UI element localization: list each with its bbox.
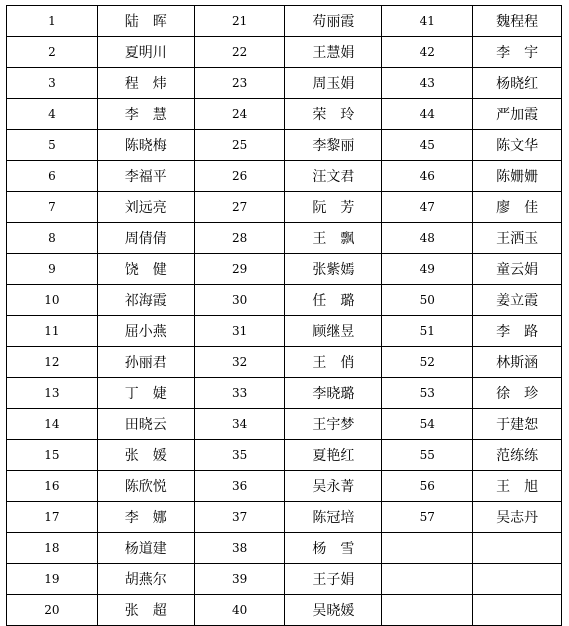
seat-number-cell: 11 (7, 316, 98, 347)
seat-number-cell: 34 (194, 409, 285, 440)
table-row (7, 192, 562, 223)
student-name-cell: 荣玲 (285, 99, 382, 130)
student-name-cell: 饶健 (97, 254, 194, 285)
student-name-cell: 屈小燕 (97, 316, 194, 347)
seat-number-cell: 20 (7, 595, 98, 626)
student-name-cell: 吴志丹 (473, 502, 562, 533)
seat-number-cell: 7 (7, 192, 98, 223)
student-name-cell: 孙丽君 (97, 347, 194, 378)
seat-number-cell: 51 (382, 316, 473, 347)
seat-number-cell: 30 (194, 285, 285, 316)
seat-number-cell: 37 (194, 502, 285, 533)
student-name-cell: 徐珍 (473, 378, 562, 409)
student-name-cell: 林斯涵 (473, 347, 562, 378)
seat-number-cell (382, 595, 473, 626)
student-name-cell: 王飘 (285, 223, 382, 254)
student-name-cell: 李慧 (97, 99, 194, 130)
seat-number-cell: 31 (194, 316, 285, 347)
student-name-cell: 陈冠培 (285, 502, 382, 533)
student-name-cell: 张超 (97, 595, 194, 626)
seat-number-cell: 56 (382, 471, 473, 502)
seat-number-cell: 43 (382, 68, 473, 99)
table-row (7, 347, 562, 378)
student-name-cell: 李娜 (97, 502, 194, 533)
student-name-cell: 王子娟 (285, 564, 382, 595)
table-row (7, 285, 562, 316)
roster-sheet (6, 5, 562, 619)
seat-number-cell: 44 (382, 99, 473, 130)
seat-number-cell: 46 (382, 161, 473, 192)
student-name-cell: 吴晓媛 (285, 595, 382, 626)
student-name-cell: 李黎丽 (285, 130, 382, 161)
seat-number-cell (382, 564, 473, 595)
student-name-cell (473, 595, 562, 626)
table-row (7, 130, 562, 161)
seat-number-cell: 10 (7, 285, 98, 316)
student-name-cell: 丁婕 (97, 378, 194, 409)
student-name-cell: 顾继昱 (285, 316, 382, 347)
seat-number-cell: 53 (382, 378, 473, 409)
table-row (7, 533, 562, 564)
seat-number-cell: 8 (7, 223, 98, 254)
seat-number-cell: 14 (7, 409, 98, 440)
seat-number-cell: 45 (382, 130, 473, 161)
student-name-cell: 魏程程 (473, 6, 562, 37)
student-name-cell: 王宇梦 (285, 409, 382, 440)
student-name-cell: 王旭 (473, 471, 562, 502)
student-name-cell: 王洒玉 (473, 223, 562, 254)
student-name-cell: 杨晓红 (473, 68, 562, 99)
seat-number-cell: 28 (194, 223, 285, 254)
table-row (7, 316, 562, 347)
table-row (7, 68, 562, 99)
table-row (7, 99, 562, 130)
student-name-cell: 吴永菁 (285, 471, 382, 502)
seat-number-cell: 9 (7, 254, 98, 285)
seat-number-cell: 24 (194, 99, 285, 130)
student-name-cell: 张媛 (97, 440, 194, 471)
seat-number-cell: 49 (382, 254, 473, 285)
table-row (7, 502, 562, 533)
student-name-cell: 周玉娟 (285, 68, 382, 99)
student-name-cell: 阮芳 (285, 192, 382, 223)
seat-number-cell: 41 (382, 6, 473, 37)
student-name-cell: 夏明川 (97, 37, 194, 68)
student-name-cell: 王俏 (285, 347, 382, 378)
seat-number-cell: 54 (382, 409, 473, 440)
seat-number-cell: 13 (7, 378, 98, 409)
seat-number-cell: 38 (194, 533, 285, 564)
student-name-cell: 廖佳 (473, 192, 562, 223)
seat-number-cell: 4 (7, 99, 98, 130)
student-name-cell: 王慧娟 (285, 37, 382, 68)
seat-number-cell: 25 (194, 130, 285, 161)
student-name-cell: 李路 (473, 316, 562, 347)
student-name-cell: 李宇 (473, 37, 562, 68)
roster-body (7, 6, 562, 626)
student-name-cell: 陈欣悦 (97, 471, 194, 502)
seat-number-cell: 48 (382, 223, 473, 254)
seat-number-cell: 22 (194, 37, 285, 68)
student-name-cell: 童云娟 (473, 254, 562, 285)
seat-number-cell: 47 (382, 192, 473, 223)
seat-number-cell: 18 (7, 533, 98, 564)
seat-number-cell: 1 (7, 6, 98, 37)
student-name-cell: 陆晖 (97, 6, 194, 37)
student-name-cell: 祁海霞 (97, 285, 194, 316)
seat-number-cell: 21 (194, 6, 285, 37)
student-name-cell: 田晓云 (97, 409, 194, 440)
seat-number-cell: 57 (382, 502, 473, 533)
seat-number-cell: 23 (194, 68, 285, 99)
student-name-cell: 李福平 (97, 161, 194, 192)
table-row (7, 378, 562, 409)
student-name-cell: 夏艳红 (285, 440, 382, 471)
seat-number-cell: 27 (194, 192, 285, 223)
student-name-cell: 苟丽霞 (285, 6, 382, 37)
seat-number-cell: 19 (7, 564, 98, 595)
student-name-cell (473, 564, 562, 595)
table-row (7, 471, 562, 502)
student-name-cell: 李晓璐 (285, 378, 382, 409)
seat-number-cell: 6 (7, 161, 98, 192)
student-name-cell: 陈姗姗 (473, 161, 562, 192)
table-row (7, 161, 562, 192)
seat-number-cell: 16 (7, 471, 98, 502)
seat-number-cell: 32 (194, 347, 285, 378)
student-name-cell: 陈晓梅 (97, 130, 194, 161)
student-name-cell: 刘远亮 (97, 192, 194, 223)
seat-number-cell: 5 (7, 130, 98, 161)
seat-number-cell: 12 (7, 347, 98, 378)
seat-number-cell: 2 (7, 37, 98, 68)
seat-number-cell: 35 (194, 440, 285, 471)
student-name-cell: 程炜 (97, 68, 194, 99)
seat-number-cell: 36 (194, 471, 285, 502)
seat-number-cell: 29 (194, 254, 285, 285)
table-row (7, 564, 562, 595)
student-name-cell: 汪文君 (285, 161, 382, 192)
student-name-cell: 姜立霞 (473, 285, 562, 316)
table-row (7, 440, 562, 471)
seat-number-cell: 52 (382, 347, 473, 378)
student-name-cell: 胡燕尔 (97, 564, 194, 595)
student-name-cell: 于建恕 (473, 409, 562, 440)
seat-number-cell (382, 533, 473, 564)
seat-number-cell: 39 (194, 564, 285, 595)
table-row (7, 223, 562, 254)
seat-number-cell: 3 (7, 68, 98, 99)
student-name-cell: 范练练 (473, 440, 562, 471)
roster-table (6, 5, 562, 626)
student-name-cell: 陈文华 (473, 130, 562, 161)
student-name-cell: 严加霞 (473, 99, 562, 130)
table-row (7, 254, 562, 285)
seat-number-cell: 50 (382, 285, 473, 316)
student-name-cell: 张紫嫣 (285, 254, 382, 285)
seat-number-cell: 26 (194, 161, 285, 192)
student-name-cell: 周倩倩 (97, 223, 194, 254)
table-row (7, 6, 562, 37)
table-row (7, 595, 562, 626)
seat-number-cell: 42 (382, 37, 473, 68)
table-row (7, 409, 562, 440)
seat-number-cell: 40 (194, 595, 285, 626)
student-name-cell (473, 533, 562, 564)
student-name-cell: 任璐 (285, 285, 382, 316)
seat-number-cell: 15 (7, 440, 98, 471)
seat-number-cell: 17 (7, 502, 98, 533)
seat-number-cell: 33 (194, 378, 285, 409)
student-name-cell: 杨雪 (285, 533, 382, 564)
table-row (7, 37, 562, 68)
seat-number-cell: 55 (382, 440, 473, 471)
student-name-cell: 杨道建 (97, 533, 194, 564)
